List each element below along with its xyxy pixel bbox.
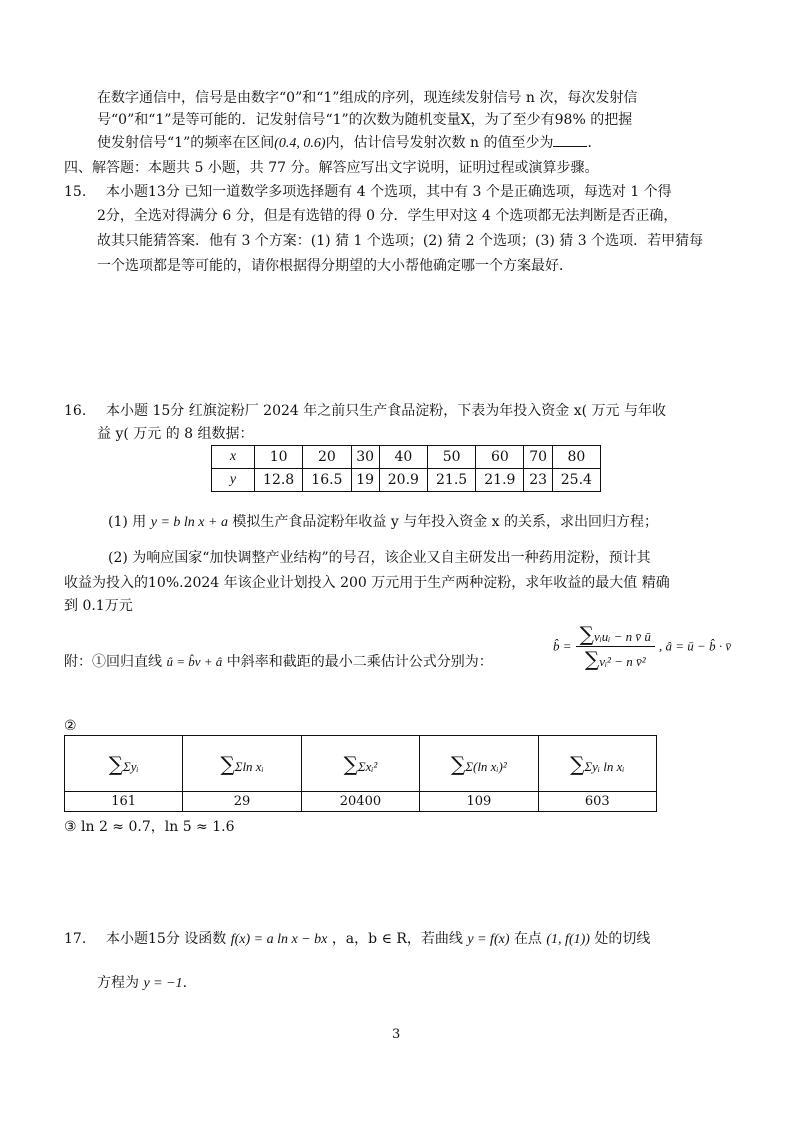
table-cell: 70	[524, 446, 552, 469]
p16-part1	[108, 512, 658, 533]
sum-header: ∑Σln xᵢ	[183, 736, 301, 792]
sigma-icon: ∑	[450, 751, 466, 776]
bhat-label: b̂ =	[553, 638, 572, 654]
log-approximations: ③ ln 2 ≈ 0.7，ln 5 ≈ 1.6	[64, 819, 235, 835]
part1-text: 模拟生产食品淀粉年收益 y 与年投入资金 x 的关系，求出回归方程；	[232, 514, 659, 530]
answer-blank	[553, 132, 587, 147]
sigma-icon: ∑	[343, 751, 358, 776]
part1-model: y = b ln x + a	[150, 515, 228, 530]
table-cell: 20.9	[379, 469, 427, 492]
function-definition: f(x) = a ln x − bx	[230, 932, 328, 947]
table-cell: 21.5	[427, 469, 475, 492]
y-header: y	[212, 469, 255, 492]
slope-fraction	[576, 622, 655, 671]
sums-table	[64, 735, 657, 812]
point-expression: (1, f(1))	[546, 932, 590, 947]
page-number: 3	[392, 1027, 401, 1042]
table-cell: 16.5	[303, 469, 351, 492]
sigma-icon: ∑	[579, 622, 594, 646]
p17-number: 17.	[64, 931, 87, 947]
p14-line3-b: 内，估计信号发射次数 n 的值至少为	[325, 135, 554, 151]
slope-formula	[553, 622, 731, 671]
appendix-text-b: 中斜率和截距的最小二乘估计公式分别为：	[226, 654, 493, 670]
table-cell: 60	[476, 446, 524, 469]
intercept-formula: , â = ū − b̂ · v̄	[659, 638, 732, 654]
table-cell: 25.4	[552, 469, 600, 492]
table-cell: 30	[351, 446, 379, 469]
tangent-equation: y = −1	[143, 976, 183, 991]
p15-line2: 2分，全选对得满分 6 分，但是有选错的得 0 分．学生甲对这 4 个选项都无法判断是否正确，	[97, 208, 678, 224]
sums-value-row	[65, 792, 657, 812]
table-cell: 19	[351, 469, 379, 492]
sum-value: 20400	[301, 792, 419, 812]
data-table-xy	[211, 445, 601, 492]
table-cell: 12.8	[255, 469, 303, 492]
regression-line: û = b̂v + â	[166, 654, 223, 669]
p15-line4: 一个选项都是等可能的，请你根据得分期望的大小帮他确定哪一个方案最好．	[97, 258, 573, 274]
p15-number: 15.	[64, 184, 87, 200]
table-cell: 50	[427, 446, 475, 469]
sigma-icon: ∑	[570, 751, 585, 776]
p16-part2-line1: (2) 为响应国家“加快调整产业结构”的号召，该企业又自主研发出一种药用淀粉，预计其	[108, 550, 651, 566]
p16-line2: 益 y( 万元 的 8 组数据：	[97, 426, 254, 442]
sum-value: 603	[538, 792, 656, 812]
table-cell: 10	[255, 446, 303, 469]
p16-part2-line3: 到 0.1万元	[64, 598, 133, 614]
p15-line1: 本小题13分 已知一道数学多项选择题有 4 个选项，其中有 3 个是正确选项，每选对 1 个得	[106, 184, 672, 200]
slope-numerator: ∑vᵢuᵢ − n v̄ ū	[576, 622, 655, 647]
p15-line3: 故其只能猜答案．他有 3 个方案：(1) 猜 1 个选项；(2) 猜 2 个选项；(3) 猜 3 个选项．若甲猜每	[97, 233, 704, 249]
table-row-x	[212, 446, 601, 469]
appendix-formula	[64, 652, 493, 672]
table-cell: 40	[379, 446, 427, 469]
p17-line2: 方程为 y = −1.	[97, 975, 188, 991]
sums-header-row	[65, 736, 657, 792]
sum-value: 109	[420, 792, 538, 812]
table-cell: 23	[524, 469, 552, 492]
sum-header: ∑Σyᵢ	[65, 736, 183, 792]
p14-line3-c: ．	[587, 135, 602, 151]
p16-line1: 本小题 15分 红旗淀粉厂 2024 年之前只生产食品淀粉，下表为年投入资金 x( 万元 与年收	[106, 403, 666, 419]
section-heading: 四、解答题：本题共 5 小题，共 77 分。解答应写出文字说明，证明过程或演算步骤。	[64, 160, 599, 176]
sum-header: ∑Σyᵢ ln xᵢ	[538, 736, 656, 792]
p16-number: 16.	[64, 403, 87, 419]
curve-expression: y = f(x)	[467, 932, 510, 947]
p14-line1: 在数字通信中，信号是由数字“0”和“1”组成的序列，现连续发射信号 n 次，每次发射信	[97, 90, 638, 106]
p14-line3	[97, 132, 601, 154]
table-cell: 80	[552, 446, 600, 469]
p14-interval: (0.4, 0.6)	[274, 136, 326, 151]
slope-denominator: ∑vᵢ² − n v̄²	[584, 647, 646, 671]
sum-header: ∑Σ(ln xᵢ)²	[420, 736, 538, 792]
table-row-y	[212, 469, 601, 492]
sigma-icon: ∑	[220, 751, 235, 776]
p16-part2-line2: 收益为投入的10%.2024 年该企业计划投入 200 万元用于生产两种淀粉，求年收益的最大值 精确	[64, 575, 670, 591]
table-cell: 21.9	[476, 469, 524, 492]
sum-value: 161	[65, 792, 183, 812]
appendix-text-a: 附：①回归直线	[64, 654, 162, 670]
p14-line3-a: 使发射信号“1”的频率在区间	[97, 135, 275, 151]
circle-two: ②	[64, 718, 77, 734]
table-cell: 20	[303, 446, 351, 469]
sum-value: 29	[183, 792, 301, 812]
sum-header: ∑Σxᵢ²	[301, 736, 419, 792]
p17-line1: 本小题15分 设函数 f(x) = a ln x − bx ，a，b ∈ R，若曲线 y = f(x) 在点 (1, f(1)) 处的切线	[106, 931, 651, 947]
sigma-icon: ∑	[584, 647, 600, 671]
x-header: x	[212, 446, 255, 469]
sigma-icon: ∑	[108, 751, 124, 776]
p14-line2: 号“0”和“1”是等可能的．记发射信号“1”的次数为随机变量X，为了至少有98% 的把握	[97, 112, 633, 128]
part1-label: (1) 用	[108, 514, 147, 530]
